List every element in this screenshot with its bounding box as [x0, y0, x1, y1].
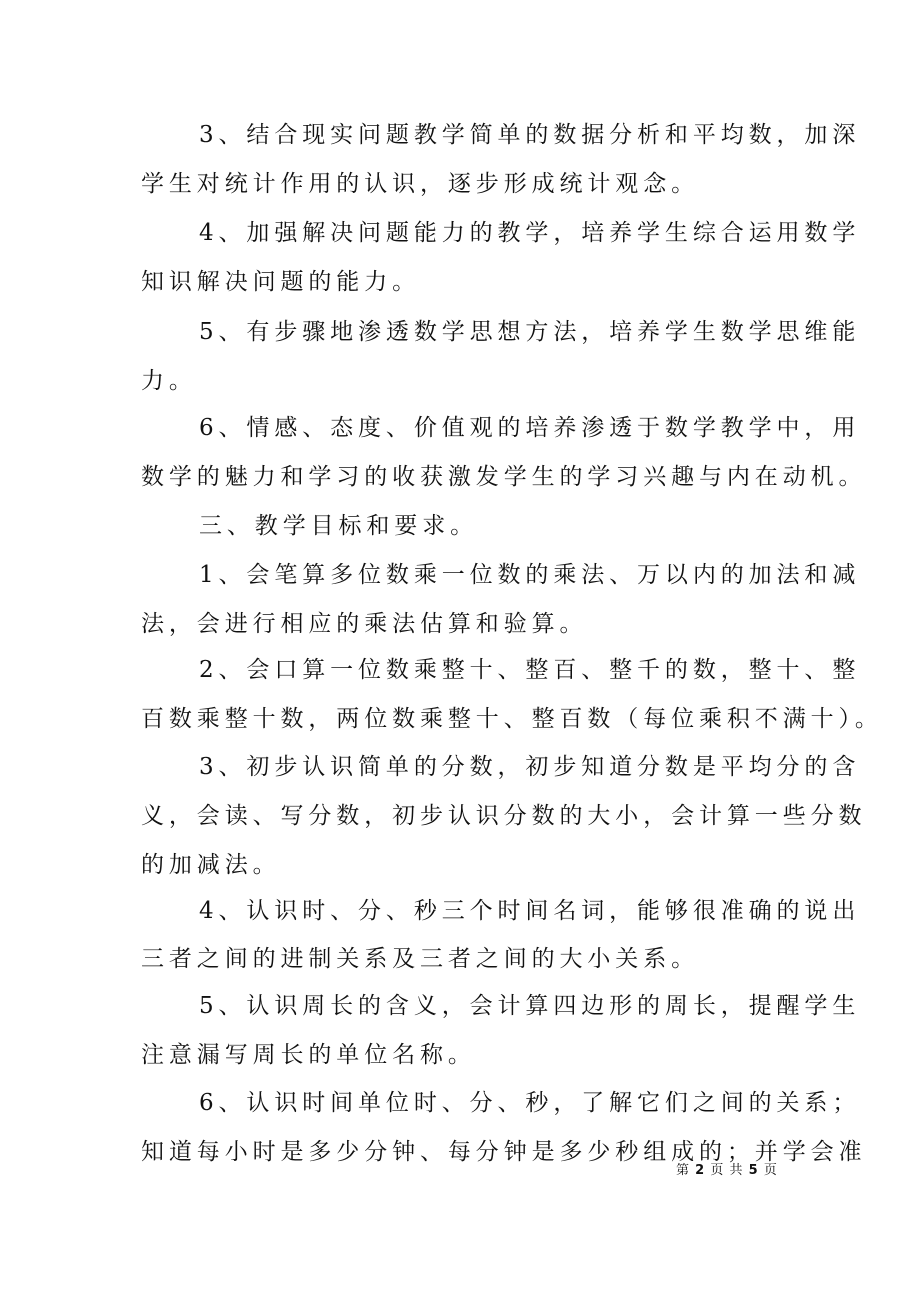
footer-prefix: 第: [676, 1163, 691, 1178]
text-line-8: 数学的魅力和学习的收获激发学生的学习兴趣与内在动机。: [141, 464, 867, 490]
text-line-17: 4、认识时、分、秒三个时间名词，能够很准确的说出: [199, 898, 861, 924]
text-line-12: 2、会口算一位数乘整十、整百、整千的数，整十、整: [199, 657, 861, 683]
text-line-22: 知道每小时是多少分钟、每分钟是多少秒组成的；并学会准: [141, 1139, 867, 1165]
text-line-14: 3、初步认识简单的分数，初步知道分数是平均分的含: [199, 754, 861, 780]
text-line-16: 的加减法。: [141, 852, 281, 878]
text-line-7: 6、情感、态度、价值观的培养渗透于数学教学中，用: [199, 415, 861, 441]
text-line-18: 三者之间的进制关系及三者之间的大小关系。: [141, 946, 699, 972]
text-line-2: 学生对统计作用的认识，逐步形成统计观念。: [141, 171, 699, 197]
text-line-10: 1、会笔算多位数乘一位数的乘法、万以内的加法和减: [199, 562, 861, 588]
text-line-3: 4、加强解决问题能力的教学，培养学生综合运用数学: [199, 220, 861, 246]
footer-total-pages: 5: [748, 1163, 759, 1178]
text-line-5: 5、有步骤地渗透数学思想方法，培养学生数学思维能: [199, 319, 861, 345]
text-line-13: 百数乘整十数，两位数乘整十、整百数（每位乘积不满十）。: [141, 706, 883, 732]
footer-suffix: 页: [763, 1163, 778, 1178]
page-number-footer: [676, 1162, 778, 1180]
text-line-20: 注意漏写周长的单位名称。: [141, 1042, 476, 1068]
text-line-11: 法，会进行相应的乘法估算和验算。: [141, 611, 588, 637]
text-line-19: 5、认识周长的含义，会计算四边形的周长，提醒学生: [199, 993, 861, 1019]
text-line-4: 知识解决问题的能力。: [141, 269, 420, 295]
section-heading: 三、教学目标和要求。: [199, 513, 478, 539]
text-line-15: 义，会读、写分数，初步认识分数的大小，会计算一些分数: [141, 803, 867, 829]
text-line-21: 6、认识时间单位时、分、秒，了解它们之间的关系；: [199, 1090, 861, 1116]
text-line-6: 力。: [141, 368, 197, 394]
footer-mid: 页 共: [710, 1163, 744, 1178]
text-line-1: 3、结合现实问题教学简单的数据分析和平均数，加深: [199, 122, 861, 148]
footer-current-page: 2: [695, 1163, 706, 1178]
